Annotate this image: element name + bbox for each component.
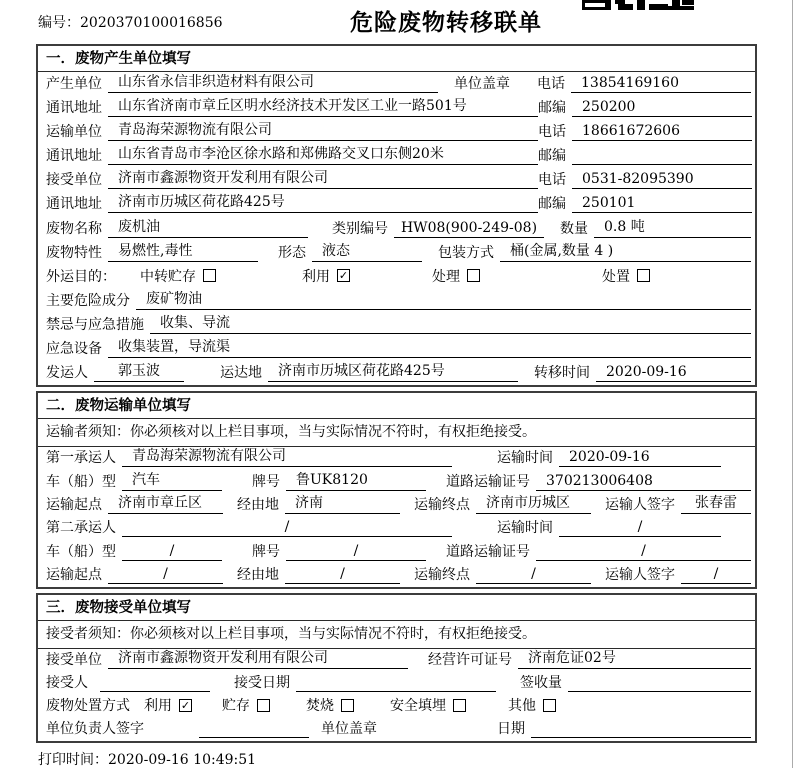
origin-value: / (108, 566, 223, 584)
unit-seal-label: 单位盖章 (321, 721, 377, 737)
option-label: 焚烧 (306, 698, 334, 714)
vehicle-type-value: / (122, 543, 222, 561)
route-row-1 (38, 494, 755, 517)
carrier-sign-label: 运输人签字 (605, 496, 675, 513)
checked-checkbox: ✓ (180, 698, 191, 712)
zip-value (572, 147, 752, 165)
option-label: 处置 (602, 268, 630, 285)
carrier-value: 青岛海荣源物流有限公司 (122, 445, 452, 467)
transport-time-label: 运输时间 (497, 520, 553, 537)
producer-address-row (38, 96, 755, 120)
plate-value: / (286, 543, 426, 561)
transporter-label: 运输单位 (46, 124, 102, 141)
packaging-label: 包装方式 (438, 244, 494, 261)
transporter-address-row (38, 144, 755, 168)
carrier-sign-label: 运输人签字 (605, 566, 675, 583)
hazard-row (38, 289, 755, 313)
characteristic-value: 易燃性,毒性 (108, 240, 258, 262)
phone-label: 电话 (538, 124, 566, 141)
phone-label: 电话 (537, 76, 565, 93)
empty-checkbox (637, 269, 650, 282)
destination-label: 运达地 (220, 365, 262, 382)
address-value: 山东省济南市章丘区明水经济技术开发区工业一路501号 (108, 95, 538, 117)
receiver-value: 济南市鑫源物资开发利用有限公司 (108, 167, 538, 189)
transfer-time-value: 2020-09-16 (596, 364, 751, 382)
via-value: 济南 (285, 492, 400, 514)
receiver-notice: 接受者须知：你必须核对以上栏目事项，当与实际情况不符时，有权拒绝接受。 (38, 621, 755, 649)
transport-time-label: 运输时间 (497, 450, 553, 467)
disposal-option-store (222, 695, 270, 715)
plate-label: 牌号 (252, 473, 280, 490)
hazard-label: 主要危险成分 (46, 292, 130, 309)
road-permit-value: / (536, 543, 751, 561)
waste-name-row (38, 216, 755, 240)
via-value: / (285, 566, 400, 584)
transport-time-value: 2020-09-16 (559, 449, 721, 467)
category-value: HW08(900-249-08) (394, 220, 544, 238)
disposal-option-landfill (390, 695, 466, 715)
empty-checkbox (203, 269, 216, 282)
responsible-sign-value (199, 720, 309, 738)
option-label: 贮存 (222, 698, 250, 714)
hazard-value: 废矿物油 (136, 288, 751, 310)
purpose-row (38, 265, 755, 289)
phone-label: 电话 (538, 172, 566, 189)
section2-title: 二．废物运输单位填写 (38, 393, 755, 419)
disposal-option-utilize (144, 695, 192, 715)
zip-value: 250200 (572, 99, 752, 117)
receiver-address-row (38, 192, 755, 216)
print-time (38, 749, 256, 769)
receive-date-label: 接受日期 (234, 675, 290, 691)
plate-label: 牌号 (252, 543, 280, 560)
option-label: 其他 (508, 698, 536, 714)
equipment-row (38, 337, 755, 361)
date-value (531, 720, 751, 738)
signed-amount-label: 签收量 (520, 675, 562, 691)
taboo-row (38, 313, 755, 337)
signed-amount-value (568, 674, 751, 692)
via-label: 经由地 (237, 496, 279, 513)
phone-value: 13854169160 (571, 75, 751, 93)
terminus-value: / (476, 566, 591, 584)
characteristic-label: 废物特性 (46, 244, 102, 261)
route-row-2 (38, 564, 755, 587)
disposal-option-incinerate (306, 695, 354, 715)
transporter-value: 青岛海荣源物流有限公司 (108, 119, 538, 141)
transport-time-value: / (559, 519, 721, 537)
receiving-unit-label: 接受单位 (46, 652, 102, 668)
form-value: 液态 (312, 240, 422, 262)
option-label: 利用 (144, 698, 172, 714)
terminus-label: 运输终点 (414, 496, 470, 513)
responsible-sign-label: 单位负责人签字 (46, 721, 144, 737)
purpose-option-storage (140, 266, 216, 286)
receiving-unit-row (38, 649, 755, 672)
print-time-label: 打印时间： (38, 752, 108, 768)
empty-checkbox (453, 699, 466, 712)
receiver-row (38, 168, 755, 192)
zip-label: 邮编 (538, 100, 566, 117)
unit-seal-label: 单位盖章 (454, 76, 510, 93)
vehicle-row-2 (38, 540, 755, 563)
carrier-label: 第一承运人 (46, 450, 116, 467)
disposal-label: 废物处置方式 (46, 698, 130, 714)
page-edge-line (792, 0, 793, 768)
empty-checkbox (257, 699, 270, 712)
form-label: 形态 (278, 244, 306, 261)
receiving-unit-value: 济南市鑫源物资开发利用有限公司 (108, 647, 408, 669)
origin-label: 运输起点 (46, 566, 102, 583)
checked-checkbox: ✓ (338, 269, 349, 283)
address-label: 通讯地址 (46, 196, 102, 213)
receive-date-value (296, 674, 496, 692)
zip-label: 邮编 (538, 196, 566, 213)
address-label: 通讯地址 (46, 100, 102, 117)
vehicle-row-1 (38, 470, 755, 493)
section3-title: 三．废物接受单位填写 (38, 595, 755, 621)
license-label: 经营许可证号 (428, 652, 512, 668)
carrier-sign-value: / (681, 566, 751, 584)
purpose-option-dispose (602, 266, 650, 286)
vehicle-type-value: 汽车 (122, 469, 222, 491)
phone-value: 0531-82095390 (572, 171, 752, 189)
phone-value: 18661672606 (572, 123, 752, 141)
address-label: 通讯地址 (46, 148, 102, 165)
license-value: 济南危证02号 (518, 647, 751, 669)
via-label: 经由地 (237, 566, 279, 583)
empty-checkbox (341, 699, 354, 712)
shipper-value: 郭玉波 (94, 360, 184, 382)
purpose-option-treat (432, 266, 480, 286)
section-transporter (36, 391, 757, 589)
zip-value: 250101 (572, 195, 752, 213)
print-time-value: 2020-09-16 10:49:51 (108, 752, 257, 768)
option-label: 处理 (432, 268, 460, 285)
disposal-option-other (508, 695, 556, 715)
shipper-label: 发运人 (46, 365, 88, 382)
zip-label: 邮编 (538, 148, 566, 165)
carrier-label: 第二承运人 (46, 520, 116, 537)
section-receiver (36, 593, 757, 743)
receiving-person-row (38, 672, 755, 695)
producer-row (38, 72, 755, 96)
origin-label: 运输起点 (46, 496, 102, 513)
carrier-value: / (122, 519, 452, 537)
producer-value: 山东省永信非织造材料有限公司 (108, 71, 438, 93)
disposal-method-row (38, 695, 755, 718)
serial-label: 编号： (38, 15, 80, 31)
purpose-option-utilize (302, 266, 350, 286)
waste-name-label: 废物名称 (46, 220, 102, 237)
producer-label: 产生单位 (46, 76, 102, 93)
road-permit-value: 370213006408 (536, 473, 751, 491)
carrier-sign-value: 张春雷 (681, 492, 751, 514)
empty-checkbox (467, 269, 480, 282)
receiver-person-value (100, 674, 210, 692)
taboo-value: 收集、导流 (150, 312, 751, 334)
page-title: 危险废物转移联单 (350, 9, 542, 36)
transporter-row (38, 120, 755, 144)
plate-value: 鲁UK8120 (286, 469, 426, 491)
vehicle-type-label: 车（船）型 (46, 543, 116, 560)
responsible-sign-row (38, 718, 755, 741)
equipment-label: 应急设备 (46, 340, 102, 357)
destination-value: 济南市历城区荷花路425号 (268, 360, 518, 382)
date-label: 日期 (497, 721, 525, 737)
quantity-label: 数量 (560, 220, 588, 237)
quantity-value: 0.8 吨 (594, 216, 751, 238)
vehicle-type-label: 车（船）型 (46, 473, 116, 490)
origin-value: 济南市章丘区 (108, 492, 223, 514)
receiver-person-label: 接受人 (46, 675, 88, 691)
waste-name-value: 废机油 (108, 216, 308, 238)
equipment-value: 收集装置，导流渠 (108, 336, 751, 358)
option-label: 利用 (302, 268, 330, 285)
category-label: 类别编号 (332, 220, 388, 237)
serial-value: 2020370100016856 (80, 15, 223, 31)
option-label: 中转贮存 (140, 268, 196, 285)
shipper-row (38, 361, 755, 385)
address-value: 济南市历城区荷花路425号 (108, 191, 538, 213)
taboo-label: 禁忌与应急措施 (46, 316, 144, 333)
terminus-value: 济南市历城区 (476, 492, 591, 514)
second-carrier-row (38, 517, 755, 540)
first-carrier-row (38, 447, 755, 470)
waste-characteristic-row (38, 241, 755, 265)
road-permit-label: 道路运输证号 (446, 543, 530, 560)
terminus-label: 运输终点 (414, 566, 470, 583)
empty-checkbox (543, 699, 556, 712)
receiver-label: 接受单位 (46, 172, 102, 189)
option-label: 安全填埋 (390, 698, 446, 714)
section-producer (36, 44, 757, 387)
transporter-notice: 运输者须知：你必须核对以上栏目事项，当与实际情况不符时，有权拒绝接受。 (38, 419, 755, 447)
packaging-value: 桶(金属,数量 4 ) (500, 240, 751, 262)
purpose-label: 外运目的： (46, 268, 116, 285)
address-value: 山东省青岛市李沧区徐水路和郑佛路交叉口东侧20米 (108, 143, 538, 165)
road-permit-label: 道路运输证号 (446, 473, 530, 490)
section1-title: 一．废物产生单位填写 (38, 46, 755, 72)
transfer-time-label: 转移时间 (534, 365, 590, 382)
